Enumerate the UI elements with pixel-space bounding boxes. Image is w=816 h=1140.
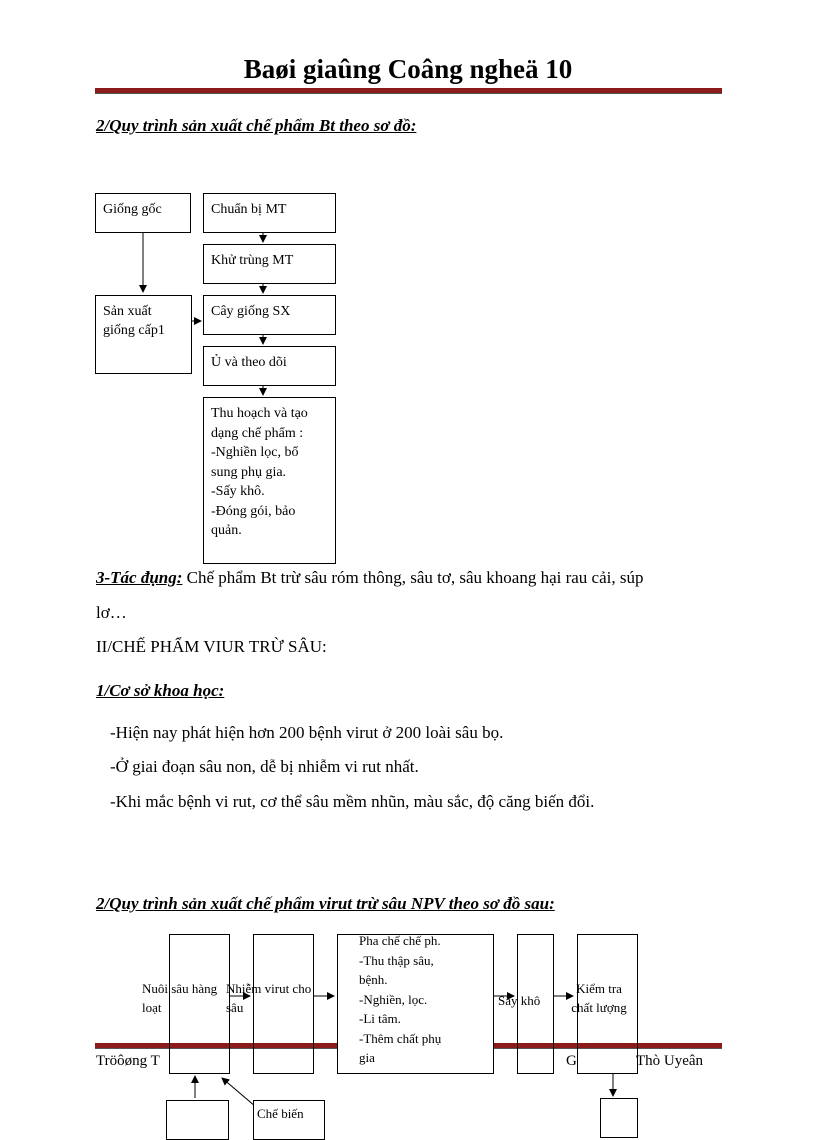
- bullet-item: -Ở giai đoạn sâu non, dễ bị nhiễm vi rut nhất.: [110, 757, 419, 776]
- box-chuan-bi-label: Chuẩn bị MT: [211, 202, 287, 217]
- box-giong-goc: [95, 193, 191, 233]
- box-cay-giong-label: Cây giống SX: [211, 304, 291, 319]
- bullet-item: -Hiện nay phát hiện hơn 200 bệnh virut ở 200 loài sâu bọ.: [110, 723, 504, 742]
- bullet-item: -Khi mắc bệnh vi rut, cơ thể sâu mềm nhũn, màu sắc, độ căng biến đổi.: [110, 792, 595, 811]
- section-tac-dung: [96, 561, 736, 595]
- npv-pha-che-line: -Thu thập sâu,: [359, 952, 434, 968]
- box-khu-trung: [203, 244, 336, 284]
- footer-right-b: Thò Uyeân: [636, 1053, 704, 1069]
- page-title: Baøi giaûng Coâng ngheä 10: [243, 54, 573, 84]
- npv-pha-che-line: bệnh.: [359, 972, 388, 987]
- npv-box-che-bien: [253, 1100, 325, 1140]
- npv-che-bien-label: Chế biến: [257, 1106, 304, 1121]
- npv-pha-che-line: -Li tâm.: [359, 1011, 401, 1026]
- npv-pha-che-line: Pha chế chế ph.: [359, 933, 441, 948]
- box-san-xuat-line2: giống cấp1: [103, 323, 165, 338]
- box-chuan-bi: [203, 193, 336, 233]
- section-co-so-heading: 1/Cơ sở khoa học:: [96, 681, 225, 700]
- section-heading-bt: 2/Quy trình sản xuất chế phẩm Bt theo sơ đồ:: [96, 116, 417, 135]
- npv-box-bottom-left: [166, 1100, 229, 1140]
- npv-pha-che-line: -Nghiền, lọc.: [359, 991, 428, 1007]
- footer-right-a: G: [566, 1053, 577, 1069]
- npv-box-nuoi-sau: [169, 934, 230, 1074]
- npv-box-nhiem-virut: [253, 934, 314, 1074]
- thu-hoach-line: quản.: [211, 523, 242, 538]
- npv-box-pha-che: [337, 934, 494, 1074]
- box-u-theo-doi-label: Ủ và theo dõi: [211, 355, 287, 370]
- section-npv-heading: 2/Quy trình sản xuất chế phẩm virut trừ sâu NPV theo sơ đồ sau:: [96, 894, 555, 913]
- npv-nuoi-sau-line1: Nuôi sâu hàng: [142, 981, 218, 996]
- npv-box-bottom-right: [600, 1098, 638, 1138]
- npv-say-kho-text: Sấy khô: [498, 993, 541, 1008]
- thu-hoach-line: Thu hoạch và tạo: [211, 406, 308, 421]
- npv-kiem-tra-text: [562, 979, 636, 1017]
- thu-hoach-line: -Đóng gói, bảo: [211, 503, 296, 519]
- tac-dung-text: Chế phẩm Bt trừ sâu róm thông, sâu tơ, sâu khoang hại rau cải, súp: [182, 568, 644, 587]
- footer-left: Tröôøng T: [96, 1053, 160, 1069]
- box-giong-goc-label: Giống gốc: [103, 202, 162, 217]
- npv-kiem-tra-line1: Kiểm tra: [576, 981, 622, 996]
- thu-hoach-line: dạng chế phẩm :: [211, 425, 304, 441]
- npv-pha-che-content: [345, 931, 486, 1068]
- section-II-heading: II/CHẾ PHẨM VIUR TRỪ SÂU:: [96, 637, 327, 656]
- npv-kiem-tra-line2: chất lượng: [571, 1000, 627, 1015]
- box-san-xuat-giong: [95, 295, 192, 374]
- box-khu-trung-label: Khử trùng MT: [211, 253, 294, 268]
- tac-dung-text-cont: lơ…: [96, 603, 127, 622]
- box-u-theo-doi: [203, 346, 336, 386]
- thu-hoach-line: -Sấy khô.: [211, 484, 265, 499]
- npv-nhiem-line2: sâu: [226, 1000, 244, 1015]
- thu-hoach-line: sung phụ gia.: [211, 464, 287, 480]
- npv-nhiem-line1: Nhiễm virut cho: [226, 981, 312, 996]
- npv-pha-che-line: gia: [359, 1050, 375, 1065]
- thu-hoach-line: -Nghiền lọc, bổ: [211, 445, 299, 460]
- npv-pha-che-line: -Thêm chất phụ: [359, 1030, 442, 1046]
- box-cay-giong: [203, 295, 336, 335]
- tac-dung-label: 3-Tác đụng:: [96, 568, 183, 587]
- npv-nuoi-sau-line2: loạt: [142, 1000, 162, 1015]
- box-san-xuat-line1: Sản xuất: [103, 304, 152, 319]
- box-thu-hoach: [203, 397, 336, 564]
